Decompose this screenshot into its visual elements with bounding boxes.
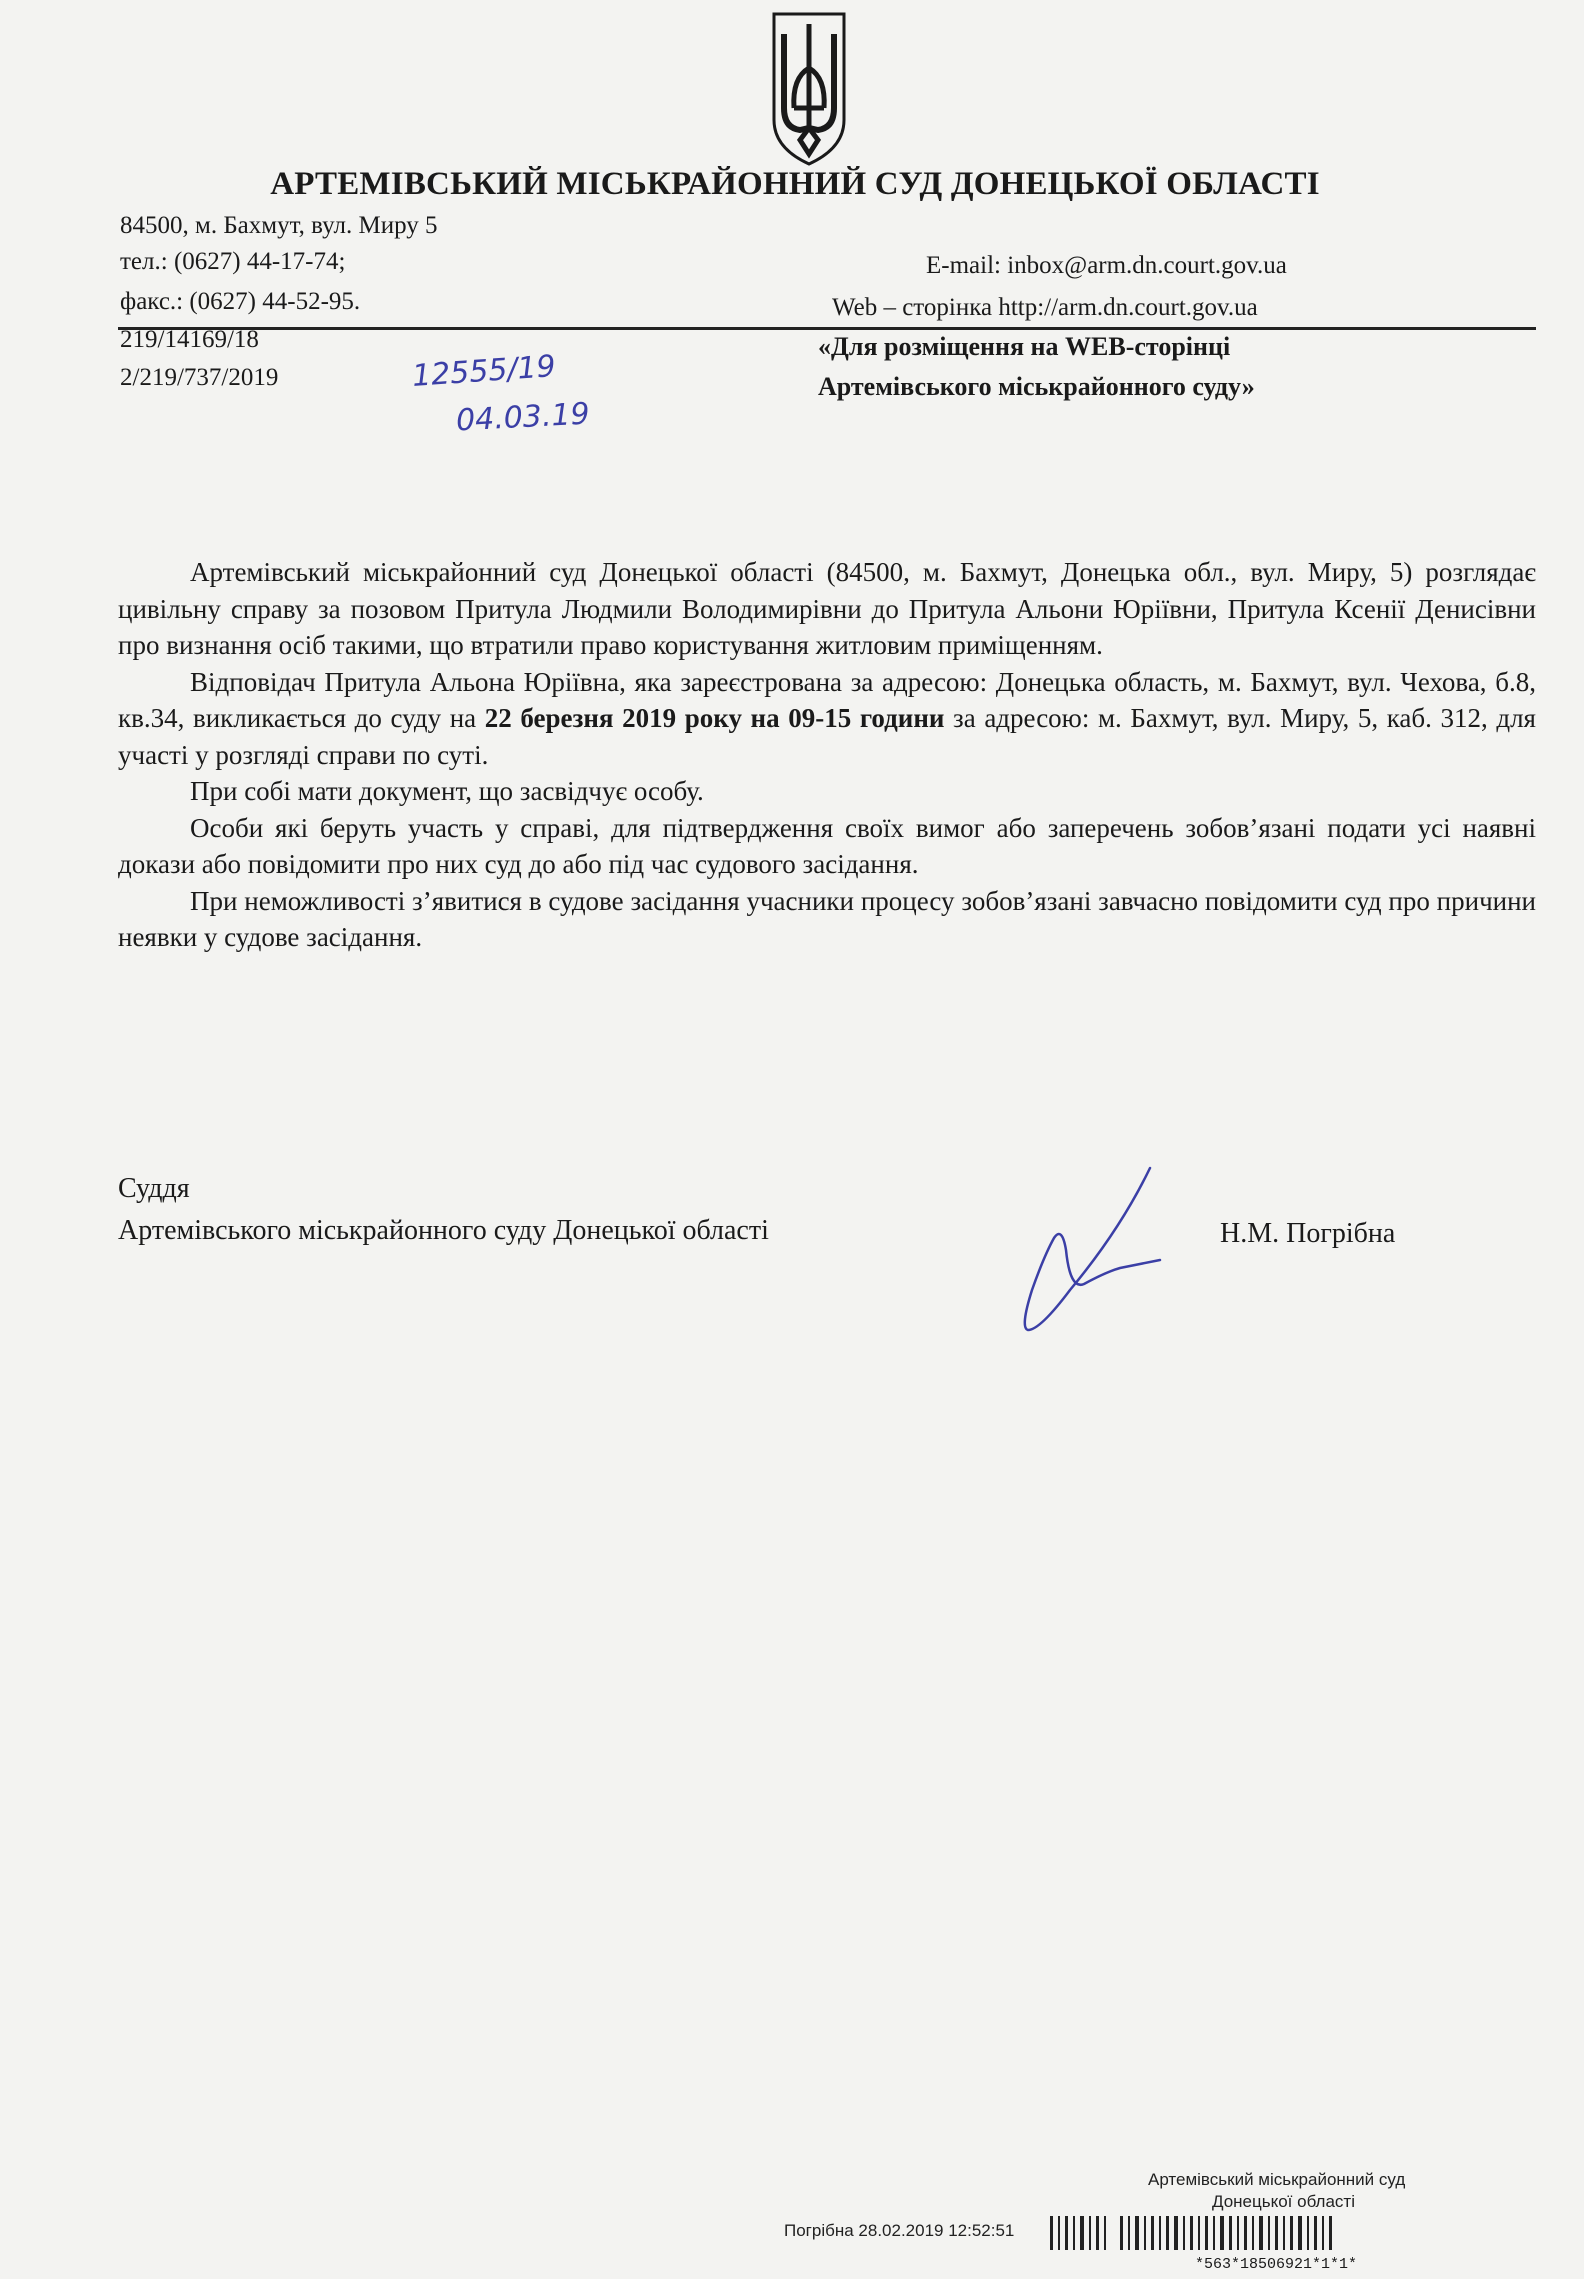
judge-title: Суддя bbox=[118, 1173, 190, 1204]
document-body bbox=[118, 554, 1536, 956]
web-note-line1: «Для розміщення на WEB-сторінці bbox=[818, 332, 1231, 361]
hearing-datetime: 22 березня 2019 року на 09-15 години bbox=[484, 703, 945, 733]
case-number-1: 219/14169/18 bbox=[120, 326, 259, 353]
signature-icon bbox=[1010, 1160, 1180, 1340]
body-paragraph-2-end: за адресою: м. Бахмут, вул. Миру, 5, каб. 312, для участі у розгляді справи по суті. bbox=[118, 703, 1536, 770]
body-paragraph-1: Артемівський міськрайонний суд Донецької області (84500, м. Бахмут, Донецька обл., вул. Миру, 5) розглядає цивільну справу за позовом Притула Людмили Володимирівни до Притула Альони Юріївни, Притула Ксенії Денисівни про визнання осіб такими, що втратили право користування житловим приміщенням. bbox=[118, 557, 1536, 660]
judge-name: Н.М. Погрібна bbox=[1220, 1218, 1396, 1249]
body-paragraph-2 bbox=[118, 664, 1536, 774]
body-paragraph-5: При неможливості з’явитися в судове засідання учасники процесу зобов’язані завчасно повідомити суд про причини неявки у судове засідання. bbox=[118, 885, 1536, 952]
court-address: 84500, м. Бахмут, вул. Миру 5 bbox=[120, 212, 438, 239]
coat-of-arms-icon bbox=[770, 8, 848, 166]
court-email: E-mail: inbox@arm.dn.court.gov.ua bbox=[926, 252, 1287, 279]
body-paragraph-2-start: Відповідач Притула Альона Юріївна, яка зареєстрована за адресою: Донецька область, м. Бахмут, вул. Чехова, б.8, кв.34, викликається до суду на bbox=[118, 666, 1536, 733]
case-number-2: 2/219/737/2019 bbox=[120, 364, 279, 391]
stamp-org-line1: Артемівський міськрайонний суд bbox=[1148, 2170, 1406, 2189]
web-note-line2: Артемівського міськрайонного суду» bbox=[818, 372, 1255, 401]
court-phone: тел.: (0627) 44-17-74; bbox=[120, 248, 346, 275]
barcode-number: *563*18506921*1*1* bbox=[1195, 2256, 1358, 2273]
handwritten-reg-number: 12555/19 bbox=[410, 349, 557, 394]
barcode bbox=[1050, 2216, 1337, 2250]
court-fax: факс.: (0627) 44-52-95. bbox=[120, 288, 361, 315]
handwritten-reg-date: 04.03.19 bbox=[455, 396, 591, 439]
court-website: Web – сторінка http://arm.dn.court.gov.ua bbox=[832, 294, 1258, 321]
judge-court: Артемівського міськрайонного суду Донецької області bbox=[118, 1215, 769, 1246]
court-name: АРТЕМІВСЬКИЙ МІСЬКРАЙОННИЙ СУД ДОНЕЦЬКОЇ ОБЛАСТІ bbox=[270, 166, 1320, 202]
body-paragraph-4: Особи які беруть участь у справі, для підтвердження своїх вимог або заперечень зобов’язані подати усі наявні докази або повідомити про них суд до або під час судового засідання. bbox=[118, 812, 1536, 879]
stamp-signed: Погрібна 28.02.2019 12:52:51 bbox=[784, 2221, 1015, 2240]
stamp-org-line2: Донецької області bbox=[1212, 2192, 1355, 2211]
body-paragraph-3: При собі мати документ, що засвідчує особу. bbox=[190, 776, 704, 806]
